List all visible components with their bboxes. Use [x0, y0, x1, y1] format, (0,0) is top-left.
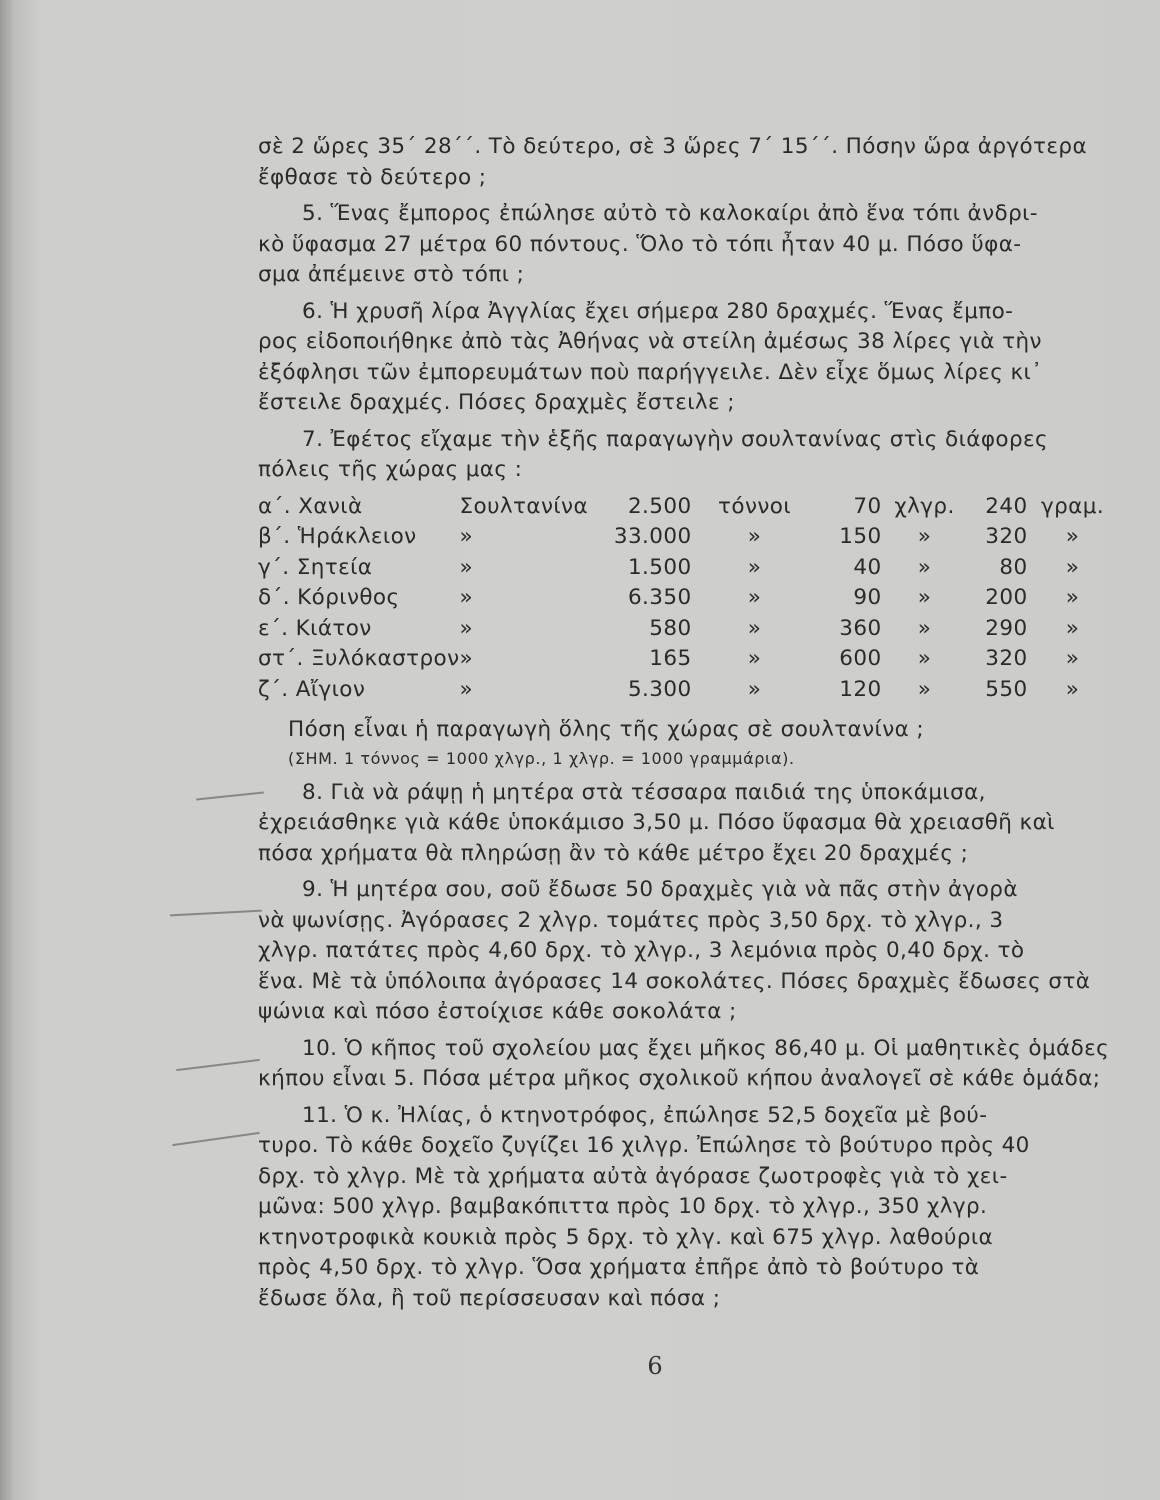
tons-cell: 33.000	[613, 524, 692, 549]
grams-cell: 240	[985, 493, 1028, 519]
tons-unit-cell: »	[747, 676, 762, 702]
tons-unit-cell: τόννοι	[718, 493, 791, 519]
text-line: ρος εἰδοποιήθηκε ἀπὸ τὰς Ἀθήνας νὰ στείλη ἀμέσως 38 λίρες γιὰ τὴν	[258, 329, 1042, 354]
kg-unit-cell: »	[917, 646, 932, 671]
text-line: σμα ἀπέμεινε στὸ τόπι ;	[258, 262, 525, 287]
paragraph-continuation	[258, 132, 1146, 193]
text-line: σὲ 2 ὥρες 35΄ 28΄΄. Τὸ δεύτερο, σὲ 3 ὥρες 7΄ 15΄΄. Πόσην ὥρα ἀργότερα	[258, 134, 1088, 159]
tons-unit-cell: »	[747, 554, 762, 580]
kg-cell: 150	[839, 524, 882, 549]
grams-unit-cell: »	[1065, 676, 1080, 702]
problem-5	[258, 199, 1146, 291]
table-row	[258, 492, 1118, 523]
city-cell: α΄. Χανιὰ	[258, 493, 363, 519]
production-table	[258, 492, 1118, 706]
text-line: 5. Ἕνας ἔμπορος ἐπώλησε αὐτὸ τὸ καλοκαίρι ἀπὸ ἕνα τόπι ἀνδρι-	[302, 201, 1038, 226]
grams-unit-cell: γραμ.	[1041, 493, 1105, 519]
product-cell: »	[459, 615, 474, 641]
grams-cell: 550	[985, 676, 1028, 702]
grams-unit-cell: »	[1065, 585, 1080, 610]
page-text	[258, 132, 1146, 1320]
table-row	[258, 583, 1118, 614]
kg-cell: 360	[839, 615, 882, 641]
table-row	[258, 522, 1118, 553]
tons-cell: 580	[649, 615, 692, 641]
kg-unit-cell: »	[917, 554, 932, 580]
table-question: Πόση εἶναι ἡ παραγωγὴ ὅλης τῆς χώρας σὲ σουλτανίνα ;	[288, 717, 925, 742]
city-cell: ε΄. Κιάτον	[258, 615, 372, 641]
text-line: πόσα χρήματα θὰ πληρώσῃ ἂν τὸ κάθε μέτρο ἔχει 20 δραχμές ;	[258, 840, 969, 866]
tons-unit-cell: »	[747, 615, 762, 641]
product-cell: Σουλτανίνα	[459, 493, 589, 519]
kg-unit-cell: »	[917, 585, 932, 610]
text-line: πρὸς 4,50 δρχ. τὸ χλγρ. Ὅσα χρήματα ἐπῆρε ἀπὸ τὸ βούτυρο τὰ	[258, 1255, 980, 1280]
text-line: κὸ ὕφασμα 27 μέτρα 60 πόντους. Ὅλο τὸ τόπι ἦταν 40 μ. Πόσο ὕφα-	[258, 231, 1022, 257]
city-cell: στ΄. Ξυλόκαστρον	[258, 646, 460, 671]
problem-9	[258, 875, 1146, 1028]
city-cell: δ΄. Κόρινθος	[258, 585, 400, 610]
text-line: 11. Ὁ κ. Ἠλίας, ὁ κτηνοτρόφος, ἐπώλησε 52,5 δοχεῖα μὲ βού-	[302, 1102, 988, 1128]
pencil-mark	[170, 910, 262, 917]
text-line: πόλεις τῆς χώρας μας :	[258, 457, 523, 482]
problem-10	[258, 1034, 1146, 1095]
kg-cell: 70	[853, 493, 882, 519]
grams-unit-cell: »	[1065, 615, 1080, 641]
text-line: 10. Ὁ κῆπος τοῦ σχολείου μας ἔχει μῆκος 86,40 μ. Οἱ μαθητικὲς ὁμάδες	[302, 1035, 1110, 1061]
text-line: ψώνια καὶ πόσο ἐστοίχισε κάθε σοκολάτα ;	[258, 999, 737, 1024]
grams-unit-cell: »	[1065, 554, 1080, 580]
tons-cell: 5.300	[627, 676, 692, 702]
tons-unit-cell: »	[747, 585, 762, 610]
product-cell: »	[459, 524, 474, 549]
grams-cell: 320	[985, 646, 1028, 671]
product-cell: »	[459, 554, 474, 580]
tons-cell: 165	[649, 646, 692, 671]
problem-7	[258, 425, 1146, 486]
text-line: μῶνα: 500 χλγρ. βαμβακόπιττα πρὸς 10 δρχ. τὸ χλγρ., 350 χλγρ.	[258, 1194, 988, 1219]
tons-unit-cell: »	[747, 646, 762, 671]
problem-8	[258, 778, 1146, 870]
problem-11	[258, 1101, 1146, 1315]
kg-unit-cell: »	[917, 524, 932, 549]
product-cell: »	[459, 585, 474, 610]
table-row	[258, 614, 1118, 645]
table-row	[258, 553, 1118, 584]
text-line: 8. Γιὰ νὰ ράψῃ ἡ μητέρα στὰ τέσσαρα παιδιά της ὑποκάμισα,	[302, 779, 986, 805]
product-cell: »	[459, 676, 474, 702]
text-line: ἐξόφλησι τῶν ἐμπορευμάτων ποὺ παρήγγειλε. Δὲν εἶχε ὅμως λίρες κι᾽	[258, 359, 1043, 385]
text-line: κήπου εἶναι 5. Πόσα μέτρα μῆκος σχολικοῦ κήπου ἀναλογεῖ σὲ κάθε ὁμάδα;	[258, 1066, 1101, 1091]
grams-unit-cell: »	[1065, 524, 1080, 549]
tons-unit-cell: »	[747, 524, 762, 549]
text-line: ἐχρειάσθηκε γιὰ κάθε ὑποκάμισο 3,50 μ. Πόσο ὕφασμα θὰ χρειασθῆ καὶ	[258, 810, 1055, 835]
pencil-mark	[172, 1132, 259, 1146]
kg-cell: 600	[839, 646, 882, 671]
kg-unit-cell: χλγρ.	[894, 493, 955, 519]
text-line: 9. Ἡ μητέρα σου, σοῦ ἔδωσε 50 δραχμὲς γιὰ νὰ πᾶς στὴν ἀγορὰ	[302, 877, 1018, 902]
city-cell: β΄. Ἡράκλειον	[258, 524, 417, 549]
text-line: ἔστειλε δραχμές. Πόσες δραχμὲς ἔστειλε ;	[258, 390, 735, 415]
kg-cell: 90	[853, 585, 882, 610]
text-line: νὰ ψωνίσῃς. Ἀγόρασες 2 χλγρ. τομάτες πρὸς 3,50 δρχ. τὸ χλγρ., 3	[258, 907, 1004, 933]
problem-6	[258, 297, 1146, 419]
table-row	[258, 644, 1118, 675]
table-row	[258, 675, 1118, 706]
pencil-mark	[176, 1059, 260, 1071]
product-cell: »	[459, 646, 474, 671]
kg-cell: 120	[839, 676, 882, 702]
text-line: ἔφθασε τὸ δεύτερο ;	[258, 164, 487, 190]
pencil-mark	[196, 791, 264, 800]
city-cell: γ΄. Σητεία	[258, 554, 373, 580]
table-note: (ΣΗΜ. 1 τόννος = 1000 χλγρ., 1 χλγρ. = 1000 γραμμάρια).	[288, 748, 795, 768]
grams-cell: 290	[985, 615, 1028, 641]
tons-cell: 1.500	[627, 554, 692, 580]
kg-cell: 40	[853, 554, 882, 580]
tons-cell: 2.500	[627, 493, 692, 519]
text-line: δρχ. τὸ χλγρ. Μὲ τὰ χρήματα αὐτὰ ἀγόρασε ζωοτροφὲς γιὰ τὸ χει-	[258, 1163, 1008, 1189]
text-line: ἔδωσε ὅλα, ἢ τοῦ περίσσευσαν καὶ πόσα ;	[258, 1285, 721, 1311]
text-line: χλγρ. πατάτες πρὸς 4,60 δρχ. τὸ χλγρ., 3 λεμόνια πρὸς 0,40 δρχ. τὸ	[258, 938, 1025, 963]
grams-cell: 200	[985, 585, 1028, 610]
text-line: 6. Ἡ χρυσῆ λίρα Ἀγγλίας ἔχει σήμερα 280 δραχμές. Ἕνας ἔμπο-	[302, 298, 1014, 324]
text-line: τυρο. Τὸ κάθε δοχεῖο ζυγίζει 16 χιλγρ. Ἐπώλησε τὸ βούτυρο πρὸς 40	[258, 1133, 1030, 1158]
grams-cell: 80	[999, 554, 1028, 580]
city-cell: ζ΄. Αἴγιον	[258, 676, 366, 702]
tons-cell: 6.350	[627, 585, 692, 610]
page-number: 6	[647, 1352, 663, 1380]
text-line: ἕνα. Μὲ τὰ ὑπόλοιπα ἀγόρασες 14 σοκολάτες. Πόσες δραχμὲς ἔδωσες στὰ	[258, 968, 1091, 994]
text-line: 7. Ἐφέτος εἴχαμε τὴν ἑξῆς παραγωγὴν σουλτανίνας στὶς διάφορες	[302, 426, 1049, 452]
grams-cell: 320	[985, 524, 1028, 549]
text-line: κτηνοτροφικὰ κουκιὰ πρὸς 5 δρχ. τὸ χλγ. καὶ 675 χλγρ. λαθούρια	[258, 1224, 994, 1250]
kg-unit-cell: »	[917, 676, 932, 702]
grams-unit-cell: »	[1065, 646, 1080, 671]
kg-unit-cell: »	[917, 615, 932, 641]
